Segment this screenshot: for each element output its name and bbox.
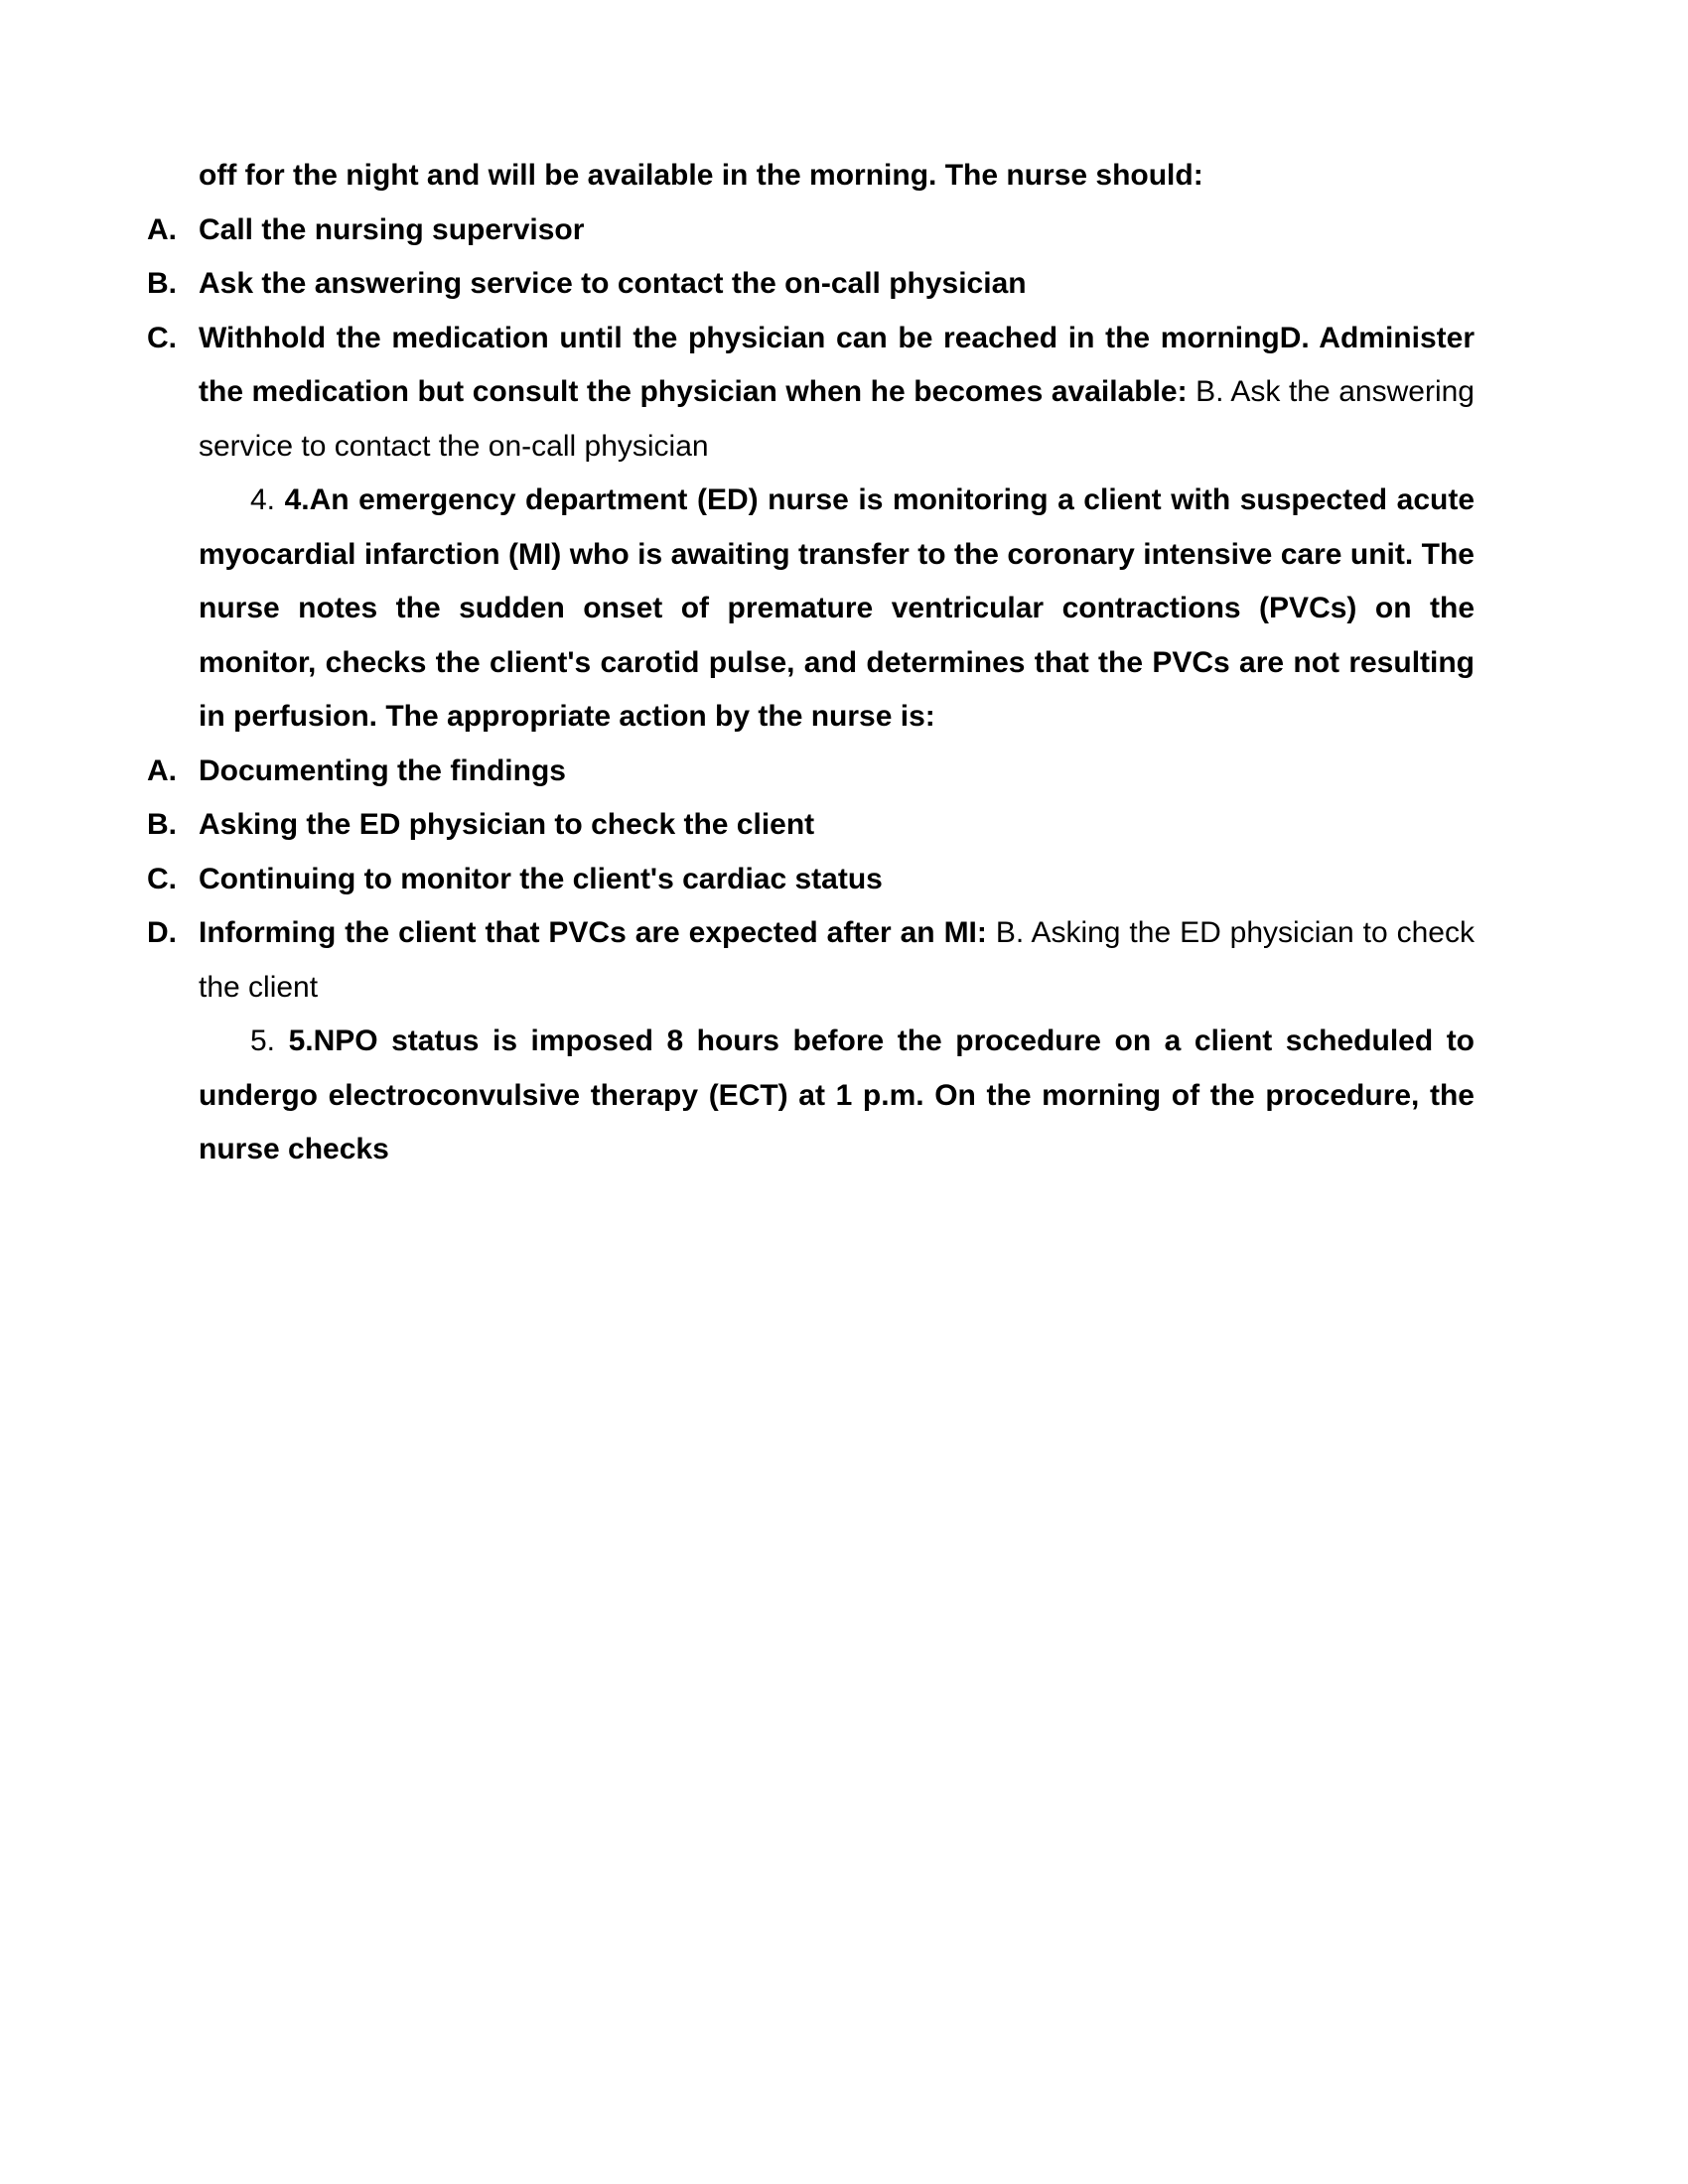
- list-item-q4-option-d: [147, 906, 1475, 1015]
- option-text-bold: Withhold the medication until the physician can be reached in the morningD. Administer the medication but consult the physician when he becomes available:: [199, 321, 1475, 408]
- option-text: Continuing to monitor the client's cardiac status: [199, 862, 883, 895]
- answer-text-regular: B. Asking the ED physician to check the client: [199, 916, 1475, 1004]
- option-letter: A.: [147, 212, 177, 246]
- option-letter: D.: [147, 916, 177, 949]
- q3-stem-text: off for the night and will be available in the morning. The nurse should:: [199, 159, 1203, 192]
- document-body: [147, 149, 1475, 1177]
- option-letter: C.: [147, 862, 177, 895]
- q5-number: 5.: [250, 1024, 289, 1057]
- q4-number: 4.: [250, 483, 285, 516]
- q5-stem-text: 5.NPO status is imposed 8 hours before the procedure on a client scheduled to undergo electroconvulsive therapy (ECT) at 1 p.m. On the morning of the procedure, the nurse checks: [199, 1024, 1476, 1165]
- answer-text-regular: B. Ask the answering service to contact the on-call physician: [199, 375, 1475, 463]
- option-text: Call the nursing supervisor: [199, 212, 585, 246]
- list-item-q3-option-b: [147, 257, 1475, 312]
- list-item-q4-option-c: [147, 853, 1475, 907]
- list-item-q4-option-b: [147, 798, 1475, 853]
- option-text-mixed: [199, 906, 1475, 1015]
- option-text-mixed: [199, 312, 1475, 475]
- option-letter: B.: [147, 808, 177, 841]
- option-letter: B.: [147, 267, 177, 300]
- option-text: Documenting the findings: [199, 753, 566, 787]
- paragraph-q4-stem: [147, 474, 1475, 745]
- list-item-q3-option-c: [147, 312, 1475, 475]
- q4-stem-text: 4.An emergency department (ED) nurse is monitoring a client with suspected acute myocardial infarction (MI) who is awaiting transfer to the coronary intensive care unit. The nurse notes the sudden onset of premature ventricular contractions (PVCs) on the monitor, checks the client's carotid pulse, and determines that the PVCs are not resulting in perfusion. The appropriate action by the nurse is:: [199, 483, 1476, 733]
- paragraph-q3-stem-continuation: [147, 149, 1475, 204]
- list-item-q4-option-a: [147, 745, 1475, 799]
- list-item-q3-option-a: [147, 204, 1475, 258]
- option-text: Ask the answering service to contact the on-call physician: [199, 267, 1027, 300]
- option-letter: A.: [147, 753, 177, 787]
- option-letter: C.: [147, 321, 177, 354]
- paragraph-q5-stem: [147, 1015, 1475, 1177]
- option-text: Asking the ED physician to check the client: [199, 808, 815, 841]
- option-text-bold: Informing the client that PVCs are expected after an MI:: [199, 916, 987, 949]
